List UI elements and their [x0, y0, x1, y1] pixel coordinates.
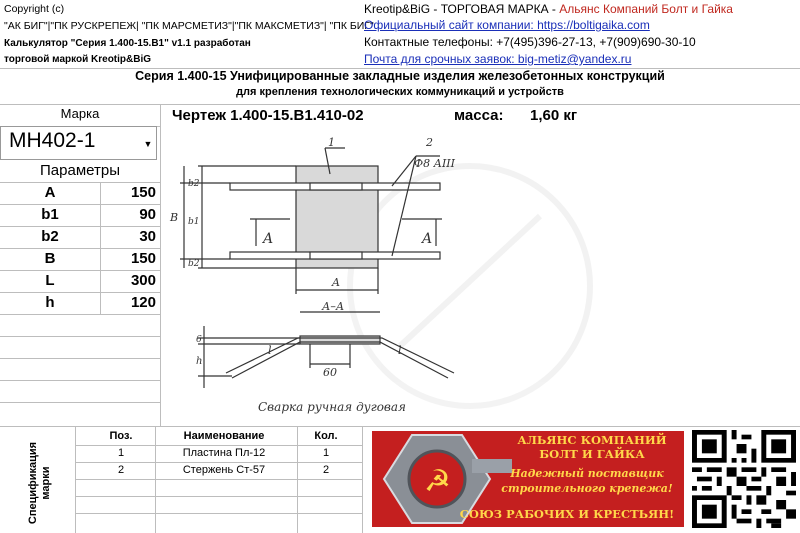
- param-value[interactable]: 300: [130, 272, 156, 289]
- hammer-sickle-icon: ☭: [424, 464, 451, 499]
- dim-b1: b1: [188, 217, 200, 227]
- param-key: A: [44, 184, 56, 201]
- spec-header-pos: Поз.: [109, 430, 133, 442]
- param-value[interactable]: 150: [130, 250, 156, 267]
- spec-side-label-1: Спецификация: [27, 441, 39, 525]
- site-link[interactable]: Официальный сайт компании: https://boltigaika.com: [364, 18, 650, 32]
- dim-b2-top: b2: [188, 179, 200, 189]
- copyright-text: Copyright (c): [4, 3, 65, 15]
- spec-name: Стержень Ст-57: [182, 464, 266, 476]
- param-row: [0, 248, 160, 269]
- spec-header-name: Наименование: [183, 430, 265, 442]
- section-mark-left: A: [263, 231, 274, 247]
- qr-code[interactable]: [692, 430, 796, 528]
- spec-qty: 1: [322, 447, 330, 459]
- spec-pos: 1: [117, 447, 125, 459]
- marka-dropdown[interactable]: [0, 126, 157, 160]
- calculator-text: Калькулятор "Серия 1.400-15.В1" v1.1 разработан: [4, 38, 251, 49]
- param-key: h: [45, 294, 55, 311]
- technical-drawing: [160, 126, 800, 426]
- section-mark-right: A: [422, 231, 433, 247]
- banner-line2: БОЛТ И ГАЙКА: [539, 447, 645, 461]
- section-title: А–А: [322, 300, 345, 313]
- param-key: b1: [41, 206, 59, 223]
- dim-h: h: [196, 356, 203, 367]
- section-bars: [232, 342, 448, 378]
- param-row: [0, 270, 160, 291]
- weld-note: Сварка ручная дуговая: [258, 400, 407, 414]
- trademark-alliance: Альянс Компаний Болт и Гайка: [559, 2, 733, 16]
- spec-header-row: [75, 428, 362, 445]
- marka-label: Марка: [60, 106, 100, 121]
- dim-A: A: [332, 276, 340, 289]
- param-value[interactable]: 150: [130, 184, 156, 201]
- params-title: Параметры: [40, 162, 120, 179]
- banner-line5: СОЮЗ РАБОЧИХ И КРЕСТЬЯН!: [459, 507, 675, 521]
- header: [0, 0, 800, 67]
- dim-l-left: l: [268, 344, 272, 357]
- chevron-down-icon[interactable]: ▼: [143, 139, 153, 149]
- spec-row: [75, 445, 362, 462]
- param-value[interactable]: 30: [139, 228, 156, 245]
- label-2: 2: [426, 136, 433, 149]
- param-key: b2: [41, 228, 59, 245]
- spec-header-qty: Кол.: [314, 430, 338, 442]
- trademark-line: [364, 2, 733, 16]
- watermark: [350, 166, 590, 406]
- mass-value: 1,60 кг: [530, 107, 578, 124]
- param-value[interactable]: 90: [139, 206, 156, 223]
- param-value[interactable]: 120: [130, 294, 156, 311]
- dim-60: 60: [323, 366, 337, 379]
- series-title: [0, 68, 800, 104]
- phones-text: Контактные телефоны: +7(495)396-27-13, +7(909)690-30-10: [364, 35, 696, 49]
- spec-row: [75, 462, 362, 479]
- spec-side-label-2: марки: [40, 466, 52, 500]
- section-plate: [300, 336, 380, 344]
- param-key: L: [45, 272, 55, 289]
- mail-link[interactable]: Почта для срочных заявок: big-metiz@yandex.ru: [364, 52, 632, 66]
- mass-label: масса:: [454, 107, 504, 124]
- param-key: B: [44, 250, 56, 267]
- trademark-prefix: Kreotip&BiG - ТОРГОВАЯ МАРКА -: [364, 2, 560, 16]
- param-row: [0, 292, 160, 313]
- banner-line4: строительного крепежа!: [501, 482, 673, 495]
- param-row: [0, 226, 160, 247]
- alliance-banner[interactable]: [372, 431, 684, 527]
- series-title-line1: Серия 1.400-15 Унифицированные закладные изделия железобетонных конструкций: [135, 69, 665, 83]
- rebar-note: Ф8 АIII: [414, 157, 455, 170]
- banner-line3: Надежный поставщик: [510, 467, 664, 480]
- dim-B: B: [170, 211, 179, 224]
- param-row: [0, 182, 160, 203]
- param-row: [0, 204, 160, 225]
- qr-code-icon: [692, 430, 796, 528]
- banner-line1: АЛЬЯНС КОМПАНИЙ: [517, 433, 667, 447]
- series-title-line2: для крепления технологических коммуникаций и устройств: [236, 86, 564, 98]
- dim-l-right: l: [398, 344, 402, 357]
- marka-value: МН402-1: [9, 129, 96, 152]
- drawing-number: Чертеж 1.400-15.В1.410-02: [172, 107, 364, 124]
- spec-pos: 2: [117, 464, 125, 476]
- dim-6: 6: [196, 335, 202, 345]
- spec-qty: 2: [322, 464, 330, 476]
- spec-name: Пластина Пл-12: [182, 447, 266, 459]
- spec-side-label: [14, 428, 74, 528]
- label-1: 1: [328, 136, 335, 149]
- brand-text: торговой маркой Kreotip&BiG: [4, 54, 152, 65]
- dim-b2-bottom: b2: [188, 259, 200, 269]
- companies-text: "АК БИГ"|"ПК РУСКРЕПЕЖ| "ПК МАРСМЕТИЗ"|"ПК МАКСМЕТИЗ"| "ПК БИГ": [4, 20, 374, 32]
